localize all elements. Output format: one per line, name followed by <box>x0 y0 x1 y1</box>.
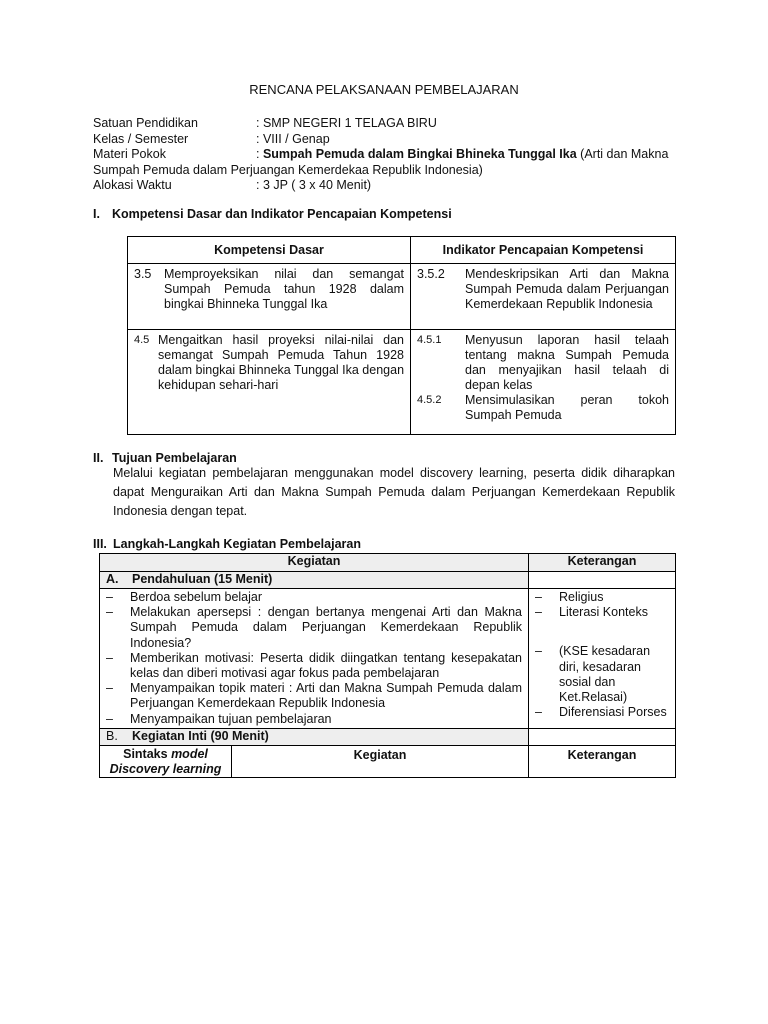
list-item: – Memberikan motivasi: Peserta didik diingatkan tentang kesepakatan kelas dan diberi motivasi agar fokus pada pembelajaran <box>106 650 523 681</box>
pendahuluan-header-row <box>100 572 676 589</box>
section-1-number: I. <box>93 207 100 221</box>
materi-title: Sumpah Pemuda dalam Bingkai Bhineka Tunggal Ika <box>262 147 577 161</box>
kd-code: 4.5 <box>134 334 150 346</box>
learning-objective-text: Melalui kegiatan pembelajaran menggunakan model discovery learning, peserta didik diharapkan dapat Menguraikan Arti dan Makna Sumpah Pemuda dalam Perjuangan Kemerdekaan Republik Indonesia dengan tepat. <box>113 466 675 518</box>
inti-letter: B. <box>106 728 118 743</box>
kd-item <box>134 333 404 393</box>
kd-item <box>134 267 404 312</box>
kd-code: 3.5 <box>134 267 152 281</box>
section-3-title: Langkah-Langkah Kegiatan Pembelajaran <box>113 537 361 551</box>
list-item: – Melakukan apersepsi : dengan bertanya mengenai Arti dan Makna Sumpah Pemuda dalam Perjuangan Kemerdekaan Republik Indonesia? <box>106 605 523 650</box>
kegiatan-column-header: Kegiatan <box>100 554 529 572</box>
competency-table <box>127 236 676 435</box>
indicator-item <box>417 267 669 312</box>
indicator-text: Mendeskripsikan Arti dan Makna Sumpah Pemuda dalam Perjuangan Kemerdekaan Republik Indonesia <box>465 267 669 311</box>
section-1-title: Kompetensi Dasar dan Indikator Pencapaian Kompetensi <box>112 207 452 221</box>
indicator-text: Mensimulasikan peran tokoh Sumpah Pemuda <box>465 393 669 422</box>
section-2-title: Tujuan Pembelajaran <box>112 451 237 465</box>
indicator-code: 4.5.2 <box>417 394 442 406</box>
document-title: RENCANA PELAKSANAAN PEMBELAJARAN <box>249 82 519 97</box>
pendahuluan-empty-cell <box>529 572 676 589</box>
inti-empty-cell <box>529 728 676 745</box>
keterangan-column-header: Keterangan <box>529 554 676 572</box>
pendahuluan-letter: A. <box>106 572 119 586</box>
alokasi-label: Alokasi Waktu <box>93 178 172 192</box>
list-item: – Menyampaikan tujuan pembelajaran <box>106 711 332 726</box>
indicator-column-header: Indikator Pencapaian Kompetensi <box>411 237 676 264</box>
inti-subheader-row <box>100 745 676 777</box>
materi-colon: : <box>256 147 263 161</box>
note-item: – Diferensiasi Porses <box>535 705 667 720</box>
satuan-row <box>93 116 673 132</box>
pendahuluan-notes <box>529 589 676 729</box>
alokasi-value: : 3 JP ( 3 x 40 Menit) <box>256 178 372 192</box>
note-item: – (KSE kesadaran diri, kesadaran sosial dan Ket.Relasai) <box>535 644 651 705</box>
list-item: – Menyampaikan topik materi : Arti dan Makna Sumpah Pemuda dalam Perjuangan Kemerdekaan Republik Indonesia <box>106 681 523 711</box>
competency-row <box>128 330 676 435</box>
competency-header-row <box>128 237 676 264</box>
pendahuluan-title: Pendahuluan (15 Menit) <box>132 572 273 586</box>
materi-label: Materi Pokok <box>93 147 166 161</box>
note-item: – Literasi Konteks <box>535 605 648 620</box>
inti-kegiatan-header: Kegiatan <box>232 745 529 777</box>
activity-header-row <box>100 554 676 572</box>
list-item: – Berdoa sebelum belajar <box>106 590 263 604</box>
activity-table <box>99 553 676 778</box>
identity-block <box>93 116 673 194</box>
inti-keterangan-header: Keterangan <box>529 745 676 777</box>
indicator-code: 3.5.2 <box>417 267 445 281</box>
sintaks-word: Sintaks <box>123 746 168 761</box>
section-2-heading <box>93 451 237 465</box>
indicator-item <box>417 333 669 393</box>
kelas-value: : VIII / Genap <box>256 131 330 146</box>
note-item: – Religius <box>535 590 604 604</box>
materi-value <box>256 147 673 163</box>
materi-rest: (Arti dan Makna <box>576 147 669 161</box>
section-3-number: III. <box>93 537 107 551</box>
kelas-label: Kelas / Semester <box>93 131 189 146</box>
materi-row <box>93 147 673 163</box>
kd-cell <box>128 264 411 330</box>
kelas-row <box>93 132 673 148</box>
pendahuluan-heading <box>100 572 529 589</box>
kd-text: Memproyeksikan nilai dan semangat Sumpah Pemuda tahun 1928 dalam bingkai Bhinneka Tunggal Ika <box>164 267 404 311</box>
section-2-number: II. <box>93 451 104 465</box>
indicator-item <box>417 393 669 423</box>
indicator-code: 4.5.1 <box>417 334 442 346</box>
kd-text: Mengaitkan hasil proyeksi nilai-nilai dan semangat Sumpah Pemuda Tahun 1928 dalam bingkai Bhinneka Tunggal Ika dengan kehidupan sehari-hari <box>158 333 405 392</box>
sintaks-model: model <box>171 746 208 761</box>
section-3-heading <box>93 537 361 551</box>
sintaks-header <box>100 745 232 777</box>
competency-row <box>128 264 676 330</box>
alokasi-row <box>93 178 673 194</box>
indicator-cell <box>411 264 676 330</box>
inti-heading <box>100 728 529 745</box>
kd-cell <box>128 330 411 435</box>
pendahuluan-activities <box>100 589 529 729</box>
inti-header-row <box>100 728 676 745</box>
satuan-value: : SMP NEGERI 1 TELAGA BIRU <box>256 116 437 130</box>
materi-continuation: Sumpah Pemuda dalam Perjuangan Kemerdekaa Republik Indonesia) <box>93 162 483 177</box>
section-1-heading <box>93 207 452 221</box>
pendahuluan-content-row <box>100 589 676 729</box>
kd-column-header: Kompetensi Dasar <box>128 237 411 264</box>
satuan-label: Satuan Pendidikan <box>93 116 198 130</box>
inti-title: Kegiatan Inti (90 Menit) <box>132 728 269 743</box>
note-spacer <box>535 620 669 644</box>
indicator-text: Menyusun laporan hasil telaah tentang makna Sumpah Pemuda dan menyajikan hasil telaah di depan kelas <box>465 333 669 392</box>
indicator-cell <box>411 330 676 435</box>
sintaks-discovery: Discovery learning <box>109 761 222 776</box>
